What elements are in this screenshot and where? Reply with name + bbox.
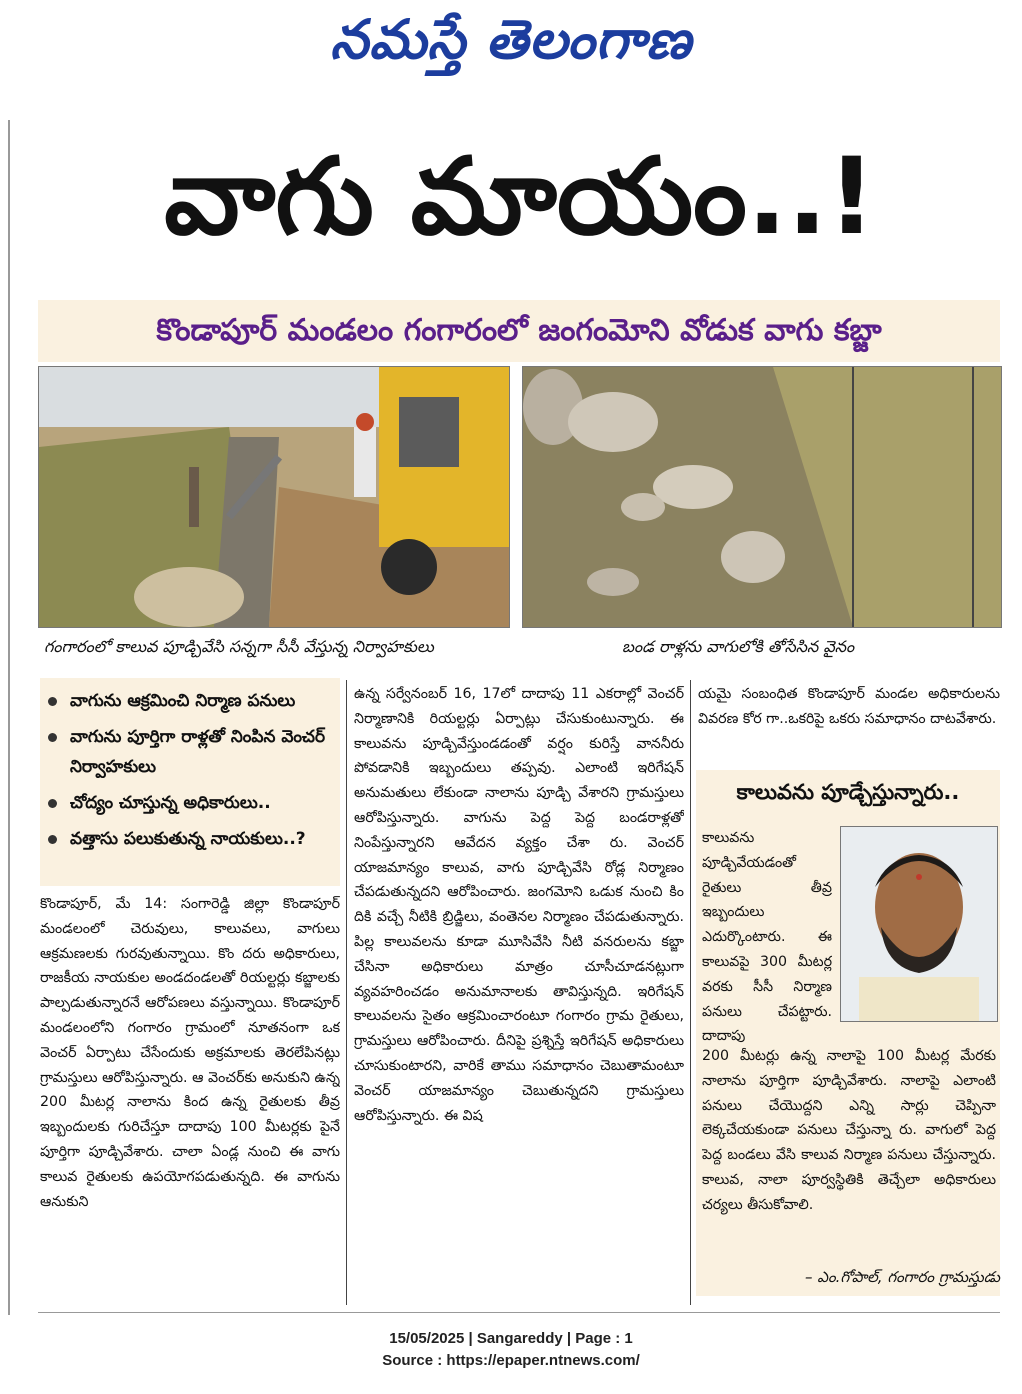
highlight-item: వాగును పూర్తిగా రాళ్లతో నింపిన వెంచర్ నిర్వాహకులు: [40, 722, 340, 782]
sidebar-text-top: కాలువను పూడ్చివేయడంతో రైతులు తీవ్ర ఇబ్బందులు ఎదుర్కొంటారు. ఈ కాలువపై 300 మీటర్ల వరకు సీసీ నిర్మాణ పనులు చేపట్టారు. దాదాపు: [702, 830, 832, 1045]
article-column-2: ఉన్న సర్వేనంబర్ 16, 17లో దాదాపు 11 ఎకరాల్లో వెంచర్ నిర్మాణానికి రియల్టర్లు ఏర్పాట్లు చేసుకుంటున్నారు. ఈ కాలువను పూడ్చివేస్తుండడంతో వర్షం కురిస్తే వాననీరు పోవడానికి ఇబ్బందులు తప్పవు. ఎలాంటి ఇరిగేషన్ అనుమతులు లేకుండా నాలాను పూడ్చి వేశారని గ్రామస్తులు ఆరోపిస్తున్నారు. వాగును పెద్ద పెద్ద బండరాళ్లతో నింపేస్తున్నారని ఆవేదన వ్యక్తం చేశా రు. వెంచర్ యాజమాన్యం కాలువ, వాగు పూడ్చివేసి రోడ్ల నిర్మాణం చేపడుతున్నదని ఆరోపించారు. జంగమోని ఒడుక నుంచి కిం దికి వచ్చే నీటికి బ్రిడ్జిలు, వంతెనల నిర్మాణం చేపడుతున్నారు. పిల్ల కాలువలను కూడా మూసివేసి నీటి వనరులను కబ్జా చేసినా అధికారులు మాత్రం చూసీచూడనట్లుగా వ్యవహరించడం అనుమానాలకు తావిస్తున్నది. ఇరిగేషన్ కాలువలను సైతం ఆక్రమించారంటూ గంగారం గ్రామ రైతులు, గ్రామస్తులు ఆరోపించారు. దీనిపై ప్రశ్నిస్తే ఇరిగేషన్ అధికారులు చూసుకుంటారని, వారికే తాము సమాధానం చెబుతామంటూ వెంచర్ యాజమాన్యం చెబుతున్నదని గ్రామస్తులు ఆరోపిస్తున్నారు. ఈ విష: [354, 686, 684, 1124]
deck-subheadline: కొండాపూర్ మండలం గంగారంలో జంగంమోని వోడుక వాగు కబ్జా: [38, 300, 1000, 362]
highlight-item: చోద్యం చూస్తున్న అధికారులు..: [40, 788, 340, 818]
sidebar-text-bottom: 200 మీటర్లు ఉన్న నాలాపై 100 మీటర్ల మేరకు నాలాను పూర్తిగా పూడ్చివేశారు. నాలాపై ఎలాంటి పనులు చేయొద్దని ఎన్ని సార్లు చెప్పినా లెక్కచేయకుండా పనులు చేస్తున్నా రు. వాగులో పెద్ద పెద్ద బండలు వేసి కాలువ నిర్మాణ పనులు చేస్తున్నారు. కాలువ, నాలా పూర్వస్థితికి తెచ్చేలా అధికారులు చర్యలు తీసుకోవాలి.: [702, 1048, 996, 1213]
highlight-item: వత్తాసు పలుకుతున్న నాయకులు..?: [40, 824, 340, 854]
article-column-3: యమై సంబంధిత కొండాపూర్ మండల అధికారులను వివరణ కోర గా..ఒకరిపై ఒకరు సమాధానం దాటవేశారు.: [698, 686, 1000, 727]
footer: [0, 1328, 1022, 1372]
footer-date-page: 15/05/2025 | Sangareddy | Page : 1: [389, 1330, 633, 1347]
masthead-logo: నమస్తే తెలంగాణ: [330, 8, 692, 71]
highlights-box: [40, 678, 340, 886]
photo-boulders: [522, 366, 1002, 628]
portrait-photo: [840, 826, 998, 1022]
article-column-1: కొండాపూర్, మే 14: సంగారెడ్డి జిల్లా కొండాపూర్ మండలంలో చెరువులు, కాలువలు, వాగులు ఆక్రమణలకు గురవుతున్నాయి. కొం దరు అధికారులు, రాజకీయ నాయకుల అండదండలతో రియల్టర్లు కబ్జాలకు పాల్పడుతున్నారనే ఆరోపణలు వస్తున్నాయి. కొండాపూర్ మండలంలోని గంగారం గ్రామంలో నూతనంగా ఒక వెంచర్ ఏర్పాటు చేసేందుకు అక్రమాలకు తెరలేపినట్లు గ్రామస్తులు ఆరోపిస్తున్నారు. ఆ వెంచర్‌కు అనుకుని ఉన్న 200 మీటర్ల నాలాను కింద ఉన్న రైతులకు తీవ్ర ఇబ్బందులకు గురిచేస్తూ దాదాపు 100 మీటర్లకు పైనే పూర్తిగా పూడ్చివేశారు. చాలా ఏండ్ల నుంచి ఈ వాగు కాలువ రైతులకు ఉపయోగపడుతున్నది. ఈ వాగును ఆనుకుని: [40, 896, 340, 1210]
caption-left: గంగారంలో కాలువ పూడ్చివేసి సన్నగా సీసీ వేస్తున్న నిర్వాహకులు: [44, 637, 434, 656]
sidebar-title: కాలువను పూడ్చేస్తున్నారు..: [736, 780, 960, 804]
quote-signature: – ఎం.గోపాల్, గంగారం గ్రామస్తుడు: [805, 1268, 1000, 1286]
caption-right: బండ రాళ్లను వాగులోకి తోసేసిన వైనం: [622, 637, 855, 656]
column-divider-1: [346, 680, 347, 1305]
column-divider-2: [690, 680, 691, 1305]
footer-rule: [38, 1312, 1000, 1313]
highlight-item: వాగును ఆక్రమించి నిర్మాణ పనులు: [40, 686, 340, 716]
headline: వాగు మాయం..!: [164, 135, 876, 258]
footer-source-link[interactable]: Source : https://epaper.ntnews.com/: [382, 1352, 640, 1369]
photo-construction: [38, 366, 510, 628]
left-rule: [8, 120, 10, 1315]
